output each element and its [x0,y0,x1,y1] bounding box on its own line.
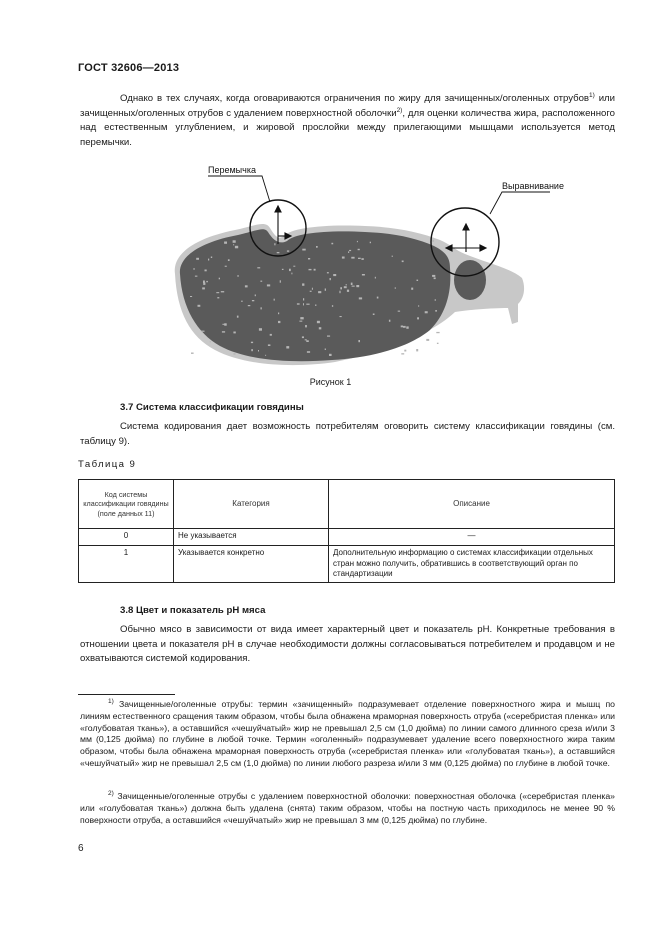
marbling-speck [305,339,307,340]
marbling-speck [224,323,227,325]
marbling-speck [191,353,194,354]
marbling-speck [211,257,212,259]
section-3-8-paragraph [80,623,615,667]
marbling-speck [195,276,198,277]
marbling-speck [299,321,302,322]
page-number: 6 [78,843,84,854]
marbling-speck [245,285,248,287]
marbling-speck [268,344,271,346]
marbling-speck [401,326,403,328]
section-3-8-text: Обычно мясо в зависимости от вида имеет характерный цвет и показатель pH. Конкретные требования в отношении цвета и показателя pH в случае необходимости должны согласовываться потребителем и продавцом и не охватываются системой кодирования. [80,624,615,664]
marbling-speck [305,325,307,327]
marbling-speck [302,283,304,285]
cell-description: Дополнительную информацию о системах классификации отдельных стран можно получить, обратившись в соответствующий орган по стандартизации [329,546,615,583]
marbling-speck [403,326,406,328]
marbling-speck [193,268,194,270]
marbling-speck [357,241,358,242]
marbling-speck [437,343,439,344]
marbling-speck [342,257,345,259]
marbling-speck [331,243,333,245]
marbling-speck [267,284,270,286]
marbling-speck [351,257,354,259]
marbling-speck [333,274,336,276]
section-3-7-paragraph [80,420,615,449]
marbling-speck [228,259,230,261]
marbling-speck [332,305,333,307]
marbling-speck [300,317,303,319]
marbling-speck [327,272,329,273]
marbling-speck [401,353,404,354]
marbling-speck [259,328,262,331]
side-muscle [454,260,486,300]
marbling-speck [287,250,289,251]
marbling-speck [359,297,362,299]
marbling-speck [307,351,310,353]
marbling-speck [330,278,331,280]
marbling-speck [302,249,305,251]
marbling-speck [432,240,434,242]
marbling-speck [252,300,254,301]
header-code: Код системы классификации говядины (поле данных 11) [79,480,174,529]
table-9-caption: Таблица 9 [78,459,137,470]
document-header: ГОСТ 32606—2013 [78,62,180,74]
marbling-speck [435,310,437,312]
marbling-speck [237,316,239,318]
marbling-speck [411,288,413,290]
marbling-speck [346,284,347,285]
marbling-speck [201,331,205,332]
intro-text-part3: , для оценки количества жира, расположенного над естественным углублением, и жировой прослойки между прилегающими мышцами используется метод перемычки. [80,107,615,148]
marbling-speck [377,297,379,299]
marbling-speck [339,291,340,294]
marbling-speck [286,346,289,348]
marbling-speck [274,299,275,301]
marbling-speck [219,278,220,280]
marbling-speck [312,288,313,290]
marbling-speck [327,336,330,337]
marbling-speck [233,240,236,243]
marbling-speck [349,250,351,251]
header-category: Категория [174,480,329,529]
table-row [79,529,615,546]
marbling-speck [297,303,300,304]
marbling-speck [221,291,224,292]
marbling-speck [210,341,211,342]
marbling-speck [398,311,400,312]
alignment-label: Выравнивание [502,181,564,191]
marbling-speck [347,290,349,292]
marbling-speck [436,332,439,333]
marbling-speck [358,340,360,342]
marbling-speck [318,291,321,293]
footnote-1 [80,699,615,770]
marbling-speck [278,313,279,315]
footnote-2-mark: 2) [108,790,114,797]
intro-text-part1: Однако в тех случаях, когда оговариваются ограничения по жиру для зачищенных/оголенных отрубов [120,93,590,104]
marbling-speck [258,350,259,352]
marbling-speck [434,277,436,279]
bridge-leader-line [208,176,270,202]
marbling-speck [224,242,227,244]
marbling-speck [241,301,243,302]
marbling-speck [261,307,262,309]
figure-caption: Рисунок 1 [309,377,352,387]
marbling-speck [251,342,253,343]
marbling-speck [373,314,375,316]
footnote-2 [80,791,615,826]
marbling-speck [303,303,304,305]
footnote-1-mark: 1) [108,698,114,705]
meat-area [180,229,450,361]
marbling-speck [426,339,429,341]
marbling-speck [235,246,238,249]
marbling-speck [417,317,419,319]
cell-description: — [329,529,615,546]
marbling-speck [361,258,363,260]
marbling-speck [389,320,391,322]
cell-code: 0 [79,529,174,546]
marbling-speck [293,266,295,267]
marbling-speck [352,286,355,287]
marbling-speck [251,349,253,351]
marbling-speck [356,285,359,287]
marbling-speck [317,321,320,323]
marbling-speck [238,275,239,277]
marbling-speck [255,295,256,297]
marbling-speck [402,261,404,263]
marbling-speck [222,331,225,332]
marbling-speck [257,267,260,268]
marbling-speck [314,269,316,271]
marbling-speck [392,256,393,257]
marbling-speck [362,274,365,276]
beef-cross-section-illustration [150,162,564,377]
marbling-speck [233,332,235,334]
figure-1 [150,162,564,377]
marbling-speck [303,298,304,300]
marbling-speck [203,281,205,284]
marbling-speck [325,289,326,291]
marbling-speck [206,281,208,282]
marbling-speck [280,280,281,282]
footnote-2-text: Зачищенные/оголенные отрубы с удалением поверхностной оболочки: поверхностная оболочка («серебристая пленка» или «голубоватая ткань») должна быть удалена (снята) таким образом, чтобы на постную часть приходилось не менее 90 % поверхности отруба, а оставшийся «чешуйчатый» жир не превышал 3 мм (0,125 дюйма) по глубине. [80,791,615,825]
marbling-speck [274,243,275,245]
section-3-8-heading: 3.8 Цвет и показатель pH мяса [120,605,266,616]
marbling-speck [325,349,326,351]
marbling-speck [233,244,234,245]
alignment-leader-line [490,192,550,214]
marbling-speck [358,249,360,250]
marbling-speck [417,280,419,281]
marbling-speck [217,297,219,298]
marbling-speck [205,270,207,272]
marbling-speck [282,269,284,270]
marbling-speck [309,269,312,270]
marbling-speck [306,340,309,342]
marbling-speck [270,334,272,336]
marbling-speck [329,354,332,356]
marbling-speck [316,246,318,248]
marbling-speck [348,251,349,253]
marbling-speck [225,266,227,267]
marbling-speck [278,321,280,323]
marbling-speck [308,258,310,260]
marbling-speck [302,336,304,338]
marbling-speck [248,305,251,306]
marbling-speck [208,259,209,261]
section-3-7-text: Система кодирования дает возможность потребителям оговорить систему классификации говядины (см. таблицу 9). [80,421,615,447]
intro-text-part2: или зачищенных/оголенных отрубов с удалением поверхностной оболочки [80,93,616,119]
marbling-speck [315,305,316,306]
marbling-speck [260,281,262,282]
footnote-ref-1[interactable]: 1) [589,92,595,99]
marbling-speck [291,273,292,275]
marbling-speck [319,327,322,329]
marbling-speck [306,304,309,305]
marbling-speck [310,291,312,292]
footnote-separator [78,694,175,695]
table-row [79,546,615,583]
marbling-speck [406,326,408,328]
marbling-speck [233,353,235,354]
intro-paragraph [80,92,615,150]
table-9 [78,479,615,583]
marbling-speck [340,316,342,317]
bridge-label: Перемычка [208,165,256,175]
cell-category: Не указывается [174,529,329,546]
marbling-speck [432,275,435,277]
marbling-speck [435,299,436,301]
marbling-speck [425,311,428,313]
marbling-speck [404,350,406,352]
marbling-speck [344,286,347,288]
marbling-speck [277,252,280,253]
marbling-speck [395,287,396,288]
marbling-speck [202,287,205,289]
marbling-speck [340,287,342,289]
cell-category: Указывается конкретно [174,546,329,583]
section-3-7-heading: 3.7 Система классификации говядины [120,402,304,413]
marbling-speck [289,269,291,271]
table-header-row [79,480,615,529]
header-description: Описание [329,480,615,529]
marbling-speck [416,349,418,351]
marbling-speck [375,277,376,279]
marbling-speck [358,258,361,259]
alignment-arrows [446,224,486,252]
marbling-speck [370,242,371,244]
marbling-speck [216,292,219,293]
cell-code: 1 [79,546,174,583]
marbling-speck [190,296,192,297]
footnote-1-text: Зачищенные/оголенные отрубы: термин «зачищенный» подразумевает отделение поверхностного жира и мышц по линиям естественного сращения таким образом, чтобы была обнажена мраморная поверхность отруба («серебристая пленка» или «голубоватая ткань»), а оставшийся «чешуйчатый» жир не превышал 2,5 см (1,0 дюйма) по линии самого длинного среза и/или 3 мм (0,125 дюйма) по глубине в любой точке. Термин «оголенный» подразумевает удаление всего поверхностного жира таким образом, чтобы была обнажена мраморная поверхность отруба («серебристая пленка» или «голубоватая ткань»), а оставшийся «чешуйчатый» жир не превышал 2,5 см (1,0 дюйма) по линии любого разреза и/или 3 мм (0,125 дюйма) по глубине в любой точке. [80,699,615,768]
marbling-speck [196,258,199,260]
marbling-speck [265,355,266,356]
footnote-ref-2[interactable]: 2) [396,106,403,114]
marbling-speck [198,305,201,307]
marbling-speck [351,283,353,285]
marbling-speck [418,305,419,306]
